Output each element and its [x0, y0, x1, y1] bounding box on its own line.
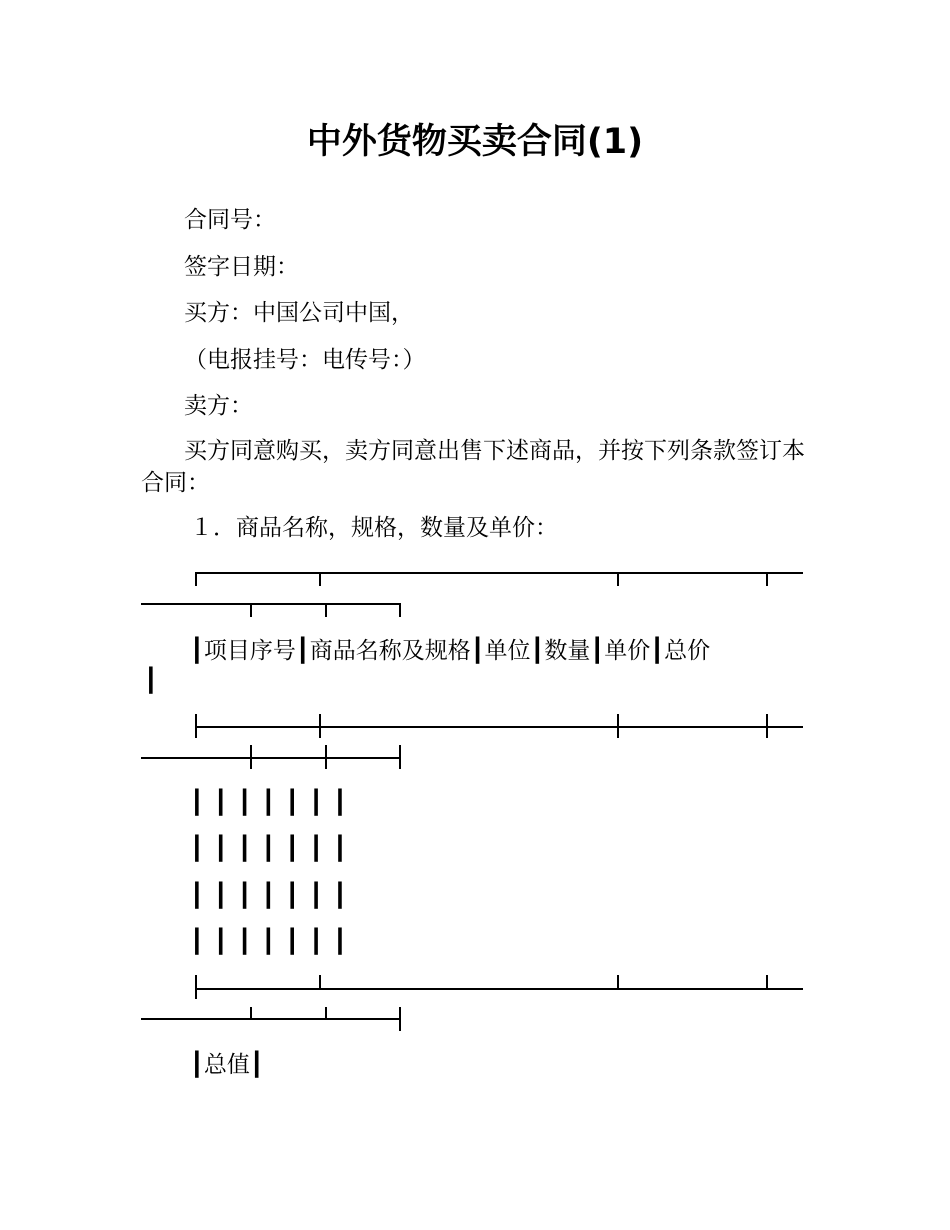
section-1-heading: １．商品名称，规格，数量及单价：: [190, 515, 558, 541]
rule: [195, 726, 803, 728]
table-header-row-end: ┃: [144, 668, 158, 694]
contract-number-field: 合同号：: [184, 207, 276, 233]
table-row: ┃┃┃┃┃┃┃: [190, 836, 357, 862]
rule: [250, 603, 252, 617]
rule: [195, 572, 197, 586]
buyer-contact-field: （电报挂号：电传号：）: [184, 347, 426, 373]
sign-date-field: 签字日期：: [184, 254, 299, 280]
rule: [250, 1007, 252, 1019]
rule: [766, 572, 768, 586]
intro-paragraph: 买方同意购买，卖方同意出售下述商品，并按下列条款签订本合同：: [141, 438, 805, 496]
seller-field: 卖方：: [184, 393, 253, 419]
rule: [399, 603, 401, 617]
rule: [319, 572, 321, 586]
rule: [399, 745, 401, 769]
document-title: 中外货物买卖合同(1): [306, 122, 644, 162]
rule: [766, 714, 768, 738]
rule: [195, 988, 803, 990]
rule: [195, 572, 803, 574]
table-total-row: ┃总值┃: [190, 1052, 264, 1078]
table-row: ┃┃┃┃┃┃┃: [190, 929, 357, 955]
table-row: ┃┃┃┃┃┃┃: [190, 883, 357, 909]
table-row: ┃┃┃┃┃┃┃: [190, 790, 357, 816]
rule: [325, 1007, 327, 1019]
rule: [195, 714, 197, 738]
rule: [319, 975, 321, 989]
rule: [325, 603, 327, 617]
rule: [141, 757, 401, 759]
table-header-row: ┃项目序号┃商品名称及规格┃单位┃数量┃单价┃总价: [190, 638, 711, 664]
rule: [319, 714, 321, 738]
rule: [766, 975, 768, 989]
rule: [141, 1018, 401, 1020]
rule: [141, 603, 401, 605]
rule: [195, 975, 197, 999]
buyer-field: 买方：中国公司中国，: [184, 300, 414, 326]
rule: [617, 714, 619, 738]
rule: [399, 1007, 401, 1031]
rule: [250, 745, 252, 769]
rule: [617, 572, 619, 586]
rule: [325, 745, 327, 769]
rule: [617, 975, 619, 989]
